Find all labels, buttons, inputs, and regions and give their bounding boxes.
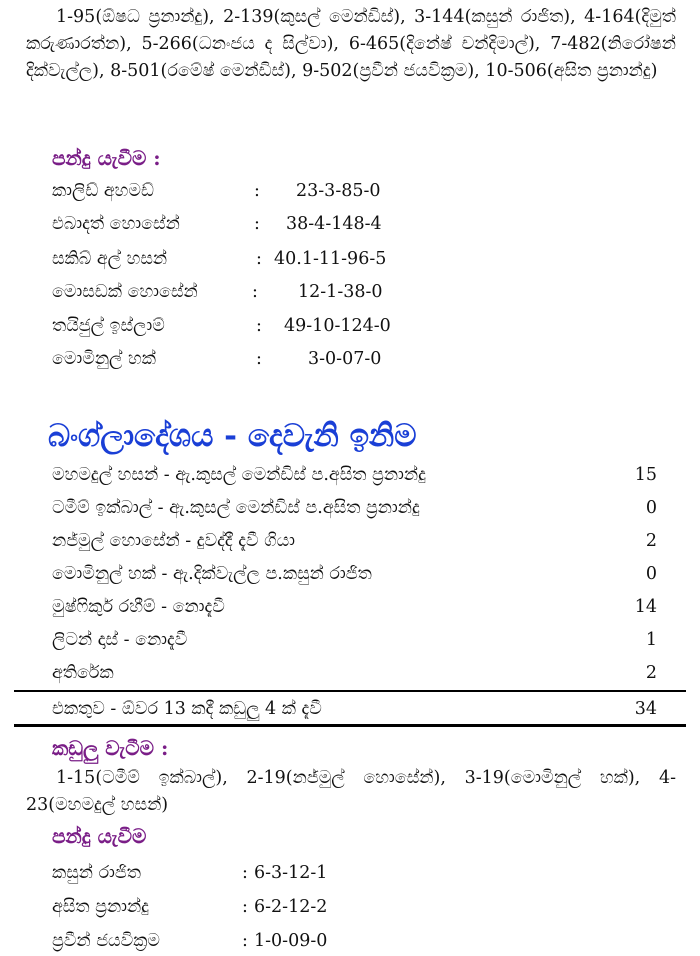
- bd-fall-of-wickets-text: 1-15(ටමීම් ඉක්බාල්), 2-19(නජ්මුල් හොසේන්), 3-19(මොමිනුල් හක්), 4-23(මහමදුල් හසන්): [26, 768, 676, 815]
- separator: :: [256, 349, 262, 369]
- separator: :: [242, 863, 248, 883]
- bowler-name: අසිත ප්‍රනාන්දු: [52, 897, 149, 917]
- bowler-name: කසුන් රාජිත: [52, 863, 141, 883]
- separator: :: [254, 181, 260, 201]
- fall-of-wickets-heading: කඩුලු වැටීම :: [52, 736, 169, 760]
- bowling-figures: 6-3-12-1: [254, 863, 328, 883]
- runs: 15: [634, 465, 657, 485]
- bowler-name: කාලිඩ් අහමඩ්: [52, 181, 154, 201]
- total-label: එකතුව - ඕවර 13 කදී කඩුලු 4 ක් දැවී: [52, 699, 322, 719]
- total-bottom-rule: [14, 724, 686, 727]
- runs: 1: [645, 630, 657, 650]
- runs: 2: [645, 531, 657, 551]
- extras-row: [52, 656, 657, 690]
- runs: 0: [645, 564, 657, 584]
- bowling-figures: 38-4-148-4: [286, 214, 382, 234]
- bowler-name: ප්‍රවීන් ජයවික්‍රම: [52, 931, 161, 951]
- batsman-dismissal: මොමිනුල් හක් - ඇ.දික්වැල්ල ප.කසුන් රාජිත: [52, 564, 372, 584]
- bowling-figures: 23-3-85-0: [296, 181, 381, 201]
- total-runs: 34: [634, 699, 657, 719]
- bowling-figures: 12-1-38-0: [298, 282, 383, 302]
- separator: :: [242, 931, 248, 951]
- separator: :: [242, 897, 248, 917]
- extras-label: අතිරේක: [52, 663, 114, 683]
- batsman-dismissal: ලිටන් දාස් - නොදැවී: [52, 630, 188, 650]
- separator: :: [256, 249, 262, 269]
- bowling-heading-2: පන්දු යැවීම: [52, 824, 147, 848]
- bowling-figures: 3-0-07-0: [308, 349, 382, 369]
- innings-title: බංග්ලාදේශය - දෙවැනි ඉනිම: [48, 418, 417, 454]
- batting-row: [52, 623, 657, 657]
- bowling-figures: 49-10-124-0: [284, 316, 391, 336]
- batsman-dismissal: ටමීම් ඉක්බාල් - ඇ.කුසල් මෙන්ඩිස් ප.අසිත ප්‍රනාන්දු: [52, 498, 420, 518]
- bowler-name: සකිබ් අල් හසන්: [52, 249, 168, 269]
- runs: 14: [634, 597, 657, 617]
- batting-row: [52, 557, 657, 591]
- bowler-name: එබාදත් හොසේන්: [52, 214, 180, 234]
- batsman-dismissal: නජ්මුල් හොසේන් - දුවද්දී දැවී ගියා: [52, 531, 295, 551]
- bowler-name: තයිජුල් ඉස්ලාම්: [52, 316, 165, 336]
- bowling-heading: පන්දු යැවීම :: [52, 146, 161, 170]
- bowling-figures: 6-2-12-2: [254, 897, 328, 917]
- extras-runs: 2: [645, 663, 657, 683]
- batsman-dismissal: මහමදුල් හසන් - ඇ.කුසල් මෙන්ඩිස් ප.අසිත ප්‍රනාන්දු: [52, 465, 426, 485]
- batting-row: [52, 491, 657, 525]
- separator: :: [252, 282, 258, 302]
- runs: 0: [645, 498, 657, 518]
- batting-row: [52, 524, 657, 558]
- separator: :: [256, 316, 262, 336]
- bowling-figures: 40.1-11-96-5: [274, 249, 387, 269]
- sl-fall-of-wickets-text: 1-95(ඕෂධ ප්‍රනාන්දු), 2-139(කුසල් මෙන්ඩිස්), 3-144(කසුන් රාජිත), 4-164(දිමුත් කරුණාරත්න), 5-266(ධනංජය ද සිල්වා), 6-465(දිනේෂ් චන්දිමාල්), 7-482(නිරෝෂන් දික්වැල්ල), 8-501(රමේෂ් මෙන්ඩිස්), 9-502(ප්‍රවීන් ජයවික්‍රම), 10-506(අසිත ප්‍රනාන්දු): [26, 7, 676, 81]
- bowler-name: මොමිනුල් හක්: [52, 349, 156, 369]
- total-row: [52, 692, 657, 726]
- separator: :: [254, 214, 260, 234]
- batting-row: [52, 458, 657, 492]
- bowler-name: මොසඩක් හොසේන්: [52, 282, 198, 302]
- batsman-dismissal: මුෂ්ෆිකුර් රහීම් - නොදැවී: [52, 597, 225, 617]
- bowling-figures: 1-0-09-0: [254, 931, 328, 951]
- batting-row: [52, 590, 657, 624]
